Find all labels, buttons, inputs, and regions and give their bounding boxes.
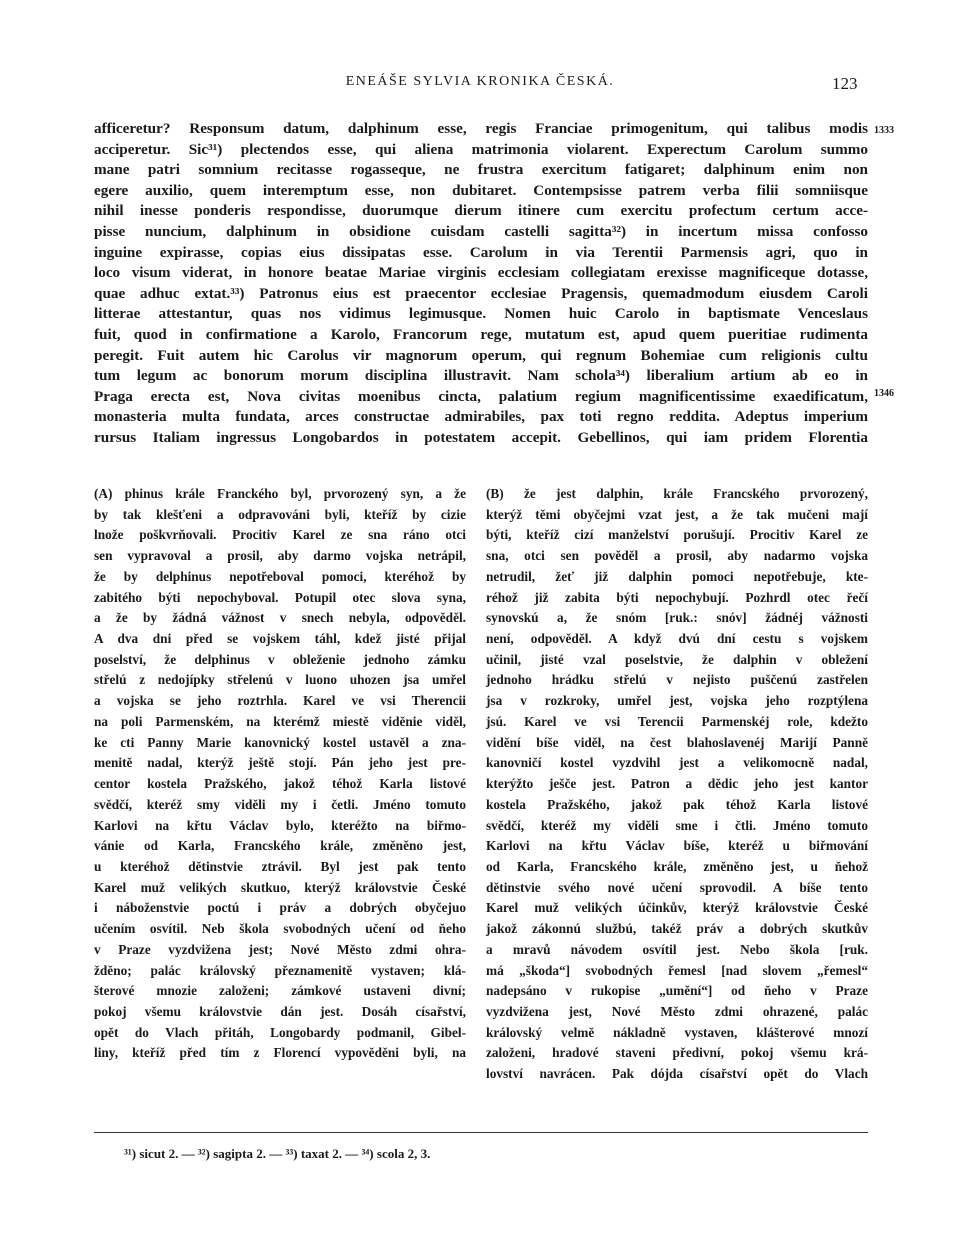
latin-text-block [94, 119, 868, 449]
column-a-line: i náboženstvie poctú i práv a dobrých obyčejuo [94, 900, 466, 916]
column-a-line: svědčí, kteréž smy viděli my i četli. Jméno tomuto [94, 796, 466, 812]
latin-line: monasteria multa fundata, arces constructae admirabiles, pax toti regno reddita. Adeptus imperium [94, 408, 868, 426]
column-b-line: Karel muž velikých účinkův, kterýž královstvie České [486, 900, 868, 916]
latin-line: mane patri somnium recitasse rogasseque, ne frustra exercitum fatigaret; dalphinum enim non [94, 161, 868, 179]
column-b-line: není, odpověděl. A když dvú dní cestu s vojskem [486, 631, 868, 647]
column-a-line: šterové mnozie založeni; zámkové ustaveni divní; [94, 983, 466, 999]
footnotes: ³¹) sicut 2. — ³²) sagipta 2. — ³³) taxat 2. — ³⁴) scola 2, 3. [124, 1146, 431, 1161]
column-a-line: střelú z nedojípky střelenú v luono uhozen jsa umřel [94, 672, 466, 688]
column-b-line: synovskú a, že snóm [ruk.: snóv] žádnéj vážnosti [486, 610, 868, 626]
column-b-line: jakož zákonnú službú, takéž práv a dobrých skutkův [486, 921, 868, 937]
column-a-line: učením osvítil. Neb škola svobodných učení od ňeho [94, 921, 466, 937]
column-b-line: královský velmě nákladně vystaven, klášterové mnozí [486, 1024, 868, 1040]
column-b-line: vyzdvižena jest, Nové Město zdmi ohrazené, palác [486, 1003, 868, 1019]
column-a-line: a že by žádná vážnost v snech nebyla, odpověděl. [94, 610, 466, 626]
latin-line: loco visum viderat, in honore beatae Mariae virginis ecclesiam collegiatam erexisse magnificeque dotasse, [94, 264, 868, 282]
column-a-line: sen vypravoval a prosil, aby darmo vojska netrápil, [94, 548, 466, 564]
column-a-line: na poli Parmenském, na kterémž miestě viděnie viděl, [94, 713, 466, 729]
column-b-line: kterýžto ješče jest. Patron a dědic jeho jest kantor [486, 776, 868, 792]
column-b-line: založeni, hradové staveni předivní, pokoj všemu krá- [486, 1045, 868, 1061]
column-a-line: by tak klešťeni a odpravováni byli, kteříž by cizie [94, 506, 466, 522]
czech-column-a [94, 484, 466, 1064]
latin-line: litterae attestantur, quas nos vidimus legimusque. Nomen huic Carolo in baptismate Venceslaus [94, 305, 868, 323]
column-b-line: dětinstvie svého nové učení sprovodil. A bíše tento [486, 879, 868, 895]
column-a-line: (A) phinus krále Franckého byl, prvorozený syn, a že [94, 486, 466, 501]
column-b-line: a mravů návodem osvítil jest. Nebo škola [ruk. [486, 941, 868, 957]
column-b-line: netrudil, žeť již dalphin pomoci nepotřebuje, kte- [486, 568, 868, 584]
column-b-line: kterýž těmi obyčejmi vzat jest, a že tak mučeni mají [486, 506, 868, 522]
latin-line: Praga erecta est, Nova civitas moenibus cincta, palatium regium magnificentissime exaedificatum, [94, 387, 868, 405]
latin-line: peregit. Fuit autem hic Carolus vir magnorum operum, qui regnum Bohemiae cum religionis cultu [94, 346, 868, 364]
column-b-line: réhož již zabita býti nepochybují. Pozhrdl otec řečí [486, 589, 868, 605]
column-b-line: od Karla, Francského krále, změněno jest, u ňehož [486, 858, 868, 874]
column-a-line: v Praze vyzdvižena jest; Nové Město zdmi ohra- [94, 941, 466, 957]
column-a-line: centor kostela Pražského, jakož téhož Karla listové [94, 776, 466, 792]
column-a-line: že by delphinus nepotřeboval pomoci, kteréhož by [94, 568, 466, 584]
column-a-line: vánie od Karla, Francského krále, změněno jest, [94, 838, 466, 854]
column-b-line: kostela Pražského, jakož pak téhož Karla listové [486, 796, 868, 812]
column-a-line: u kteréhož dětinstvie ztrávil. Byl jest pak tento [94, 858, 466, 874]
column-a-line: Karel muž velikých skutkuo, kterýž královstvie České [94, 879, 466, 895]
latin-line: egere auxilio, quem interemptum esse, non dubitaret. Contempsisse patrem verba filii somniisque [94, 181, 868, 199]
latin-line: acciperetur. Sic³¹) plectendos esse, qui aliena matrimonia violarent. Experectum Carolum summo [94, 140, 868, 158]
column-a-line: opět do Vlach přitáh, Longobardy podmanil, Gibel- [94, 1024, 466, 1040]
column-b-line: (B) že jest dalphin, krále Francského prvorozený, [486, 486, 868, 501]
latin-line: quae adhuc extat.³³) Patronus eius est praecentor ecclesiae Pragensis, quemadmodum eiusdem Caroli [94, 284, 868, 302]
column-a-line: a vojska se jeho roztrhla. Karel ve vsi Therencii [94, 693, 466, 709]
margin-year-1346: 1346 [874, 388, 894, 399]
column-b-line: lovství navrácen. Pak dójda císařství opět do Vlach [486, 1066, 868, 1082]
column-a-line: zabitého býti nepochyboval. Potupil otec slova syna, [94, 589, 466, 605]
column-a-line: pokoj všemu královstvie dán jest. Dosáh císařství, [94, 1003, 466, 1019]
column-a-line: liny, kteříž před tím z Florencí vypověděni byli, na [94, 1045, 466, 1061]
column-a-line: A dva dni před se vojskem táhl, kdež jisté přijal [94, 631, 466, 647]
column-b-line: sna, otci sen pověděl a prosil, aby nadarmo vojska [486, 548, 868, 564]
column-b-line: jsa v rozkroky, umřel jest, vojska jeho rozptýlena [486, 693, 868, 709]
page-number: 123 [832, 74, 858, 93]
latin-line: inguine expirasse, copias eius dissipatas esse. Carolum in via Terentii Parmensis agri, quo in [94, 243, 868, 261]
latin-line: rursus Italiam ingressus Longobardos in potestatem accepit. Gebellinos, qui iam pridem Florentia [94, 428, 868, 446]
column-b-line: jsú. Karel ve vsi Terencii Parmenskéj role, kdežto [486, 713, 868, 729]
column-b-line: býti, kteříž cizí manželství porušují. Procitiv Karel ze [486, 527, 868, 543]
column-b-line: Karlovi na křtu Václav bíše, kteréž u biřmování [486, 838, 868, 854]
czech-column-b [486, 484, 868, 1085]
latin-line: tum legum ac bonorum morum disciplina illustravit. Nam schola³⁴) liberalium artium ab eo in [94, 367, 868, 385]
column-a-line: poselství, že delphinus v obleženie jednoho zámku [94, 651, 466, 667]
column-b-line: učinil, jisté vzal poselstvie, že dalphin v obležení [486, 651, 868, 667]
latin-line: nihil inesse ponderis respondisse, duorumque dierum itinere cum exercitu profectum certum acce- [94, 202, 868, 220]
column-b-line: kanovničí kostel vyzdvihl jest a velikomocně nadal, [486, 755, 868, 771]
column-b-line: jednoho hrádku střelú v nejisto puščenú zastřelen [486, 672, 868, 688]
column-b-line: má „škoda“] svobodných řemesl [nad slovem „řemesl“ [486, 962, 868, 978]
column-a-line: lnože poškvrňovali. Procitiv Karel ze sna ráno otci [94, 527, 466, 543]
latin-line: fuit, quod in confirmatione a Karolo, Francorum rege, mutatum est, apud quem pueritiae rudimenta [94, 325, 868, 343]
column-b-line: nadepsáno v rukopise „umění“] od ňeho v Praze [486, 983, 868, 999]
column-a-line: ke cti Panny Marie kanovnický kostel ustavěl a zna- [94, 734, 466, 750]
footnote-rule [94, 1132, 868, 1133]
margin-year-1333: 1333 [874, 125, 894, 136]
column-a-line: žděno; palác královský přeznamenitě vystaven; klá- [94, 962, 466, 978]
column-b-line: svědčí, kteréž my viděli sme i čtli. Jméno tomuto [486, 817, 868, 833]
latin-line: afficeretur? Responsum datum, dalphinum esse, regis Franciae primogenitum, qui talibus modis [94, 120, 868, 137]
column-a-line: menitě nadal, kterýž ještě stojí. Pán jeho jest pre- [94, 755, 466, 771]
latin-line: pisse nuncium, dalphinum in obsidione cuisdam castelli sagitta³²) in incertum missa confosso [94, 222, 868, 240]
column-a-line: Karlovi na křtu Václav bylo, kteréžto na biřmo- [94, 817, 466, 833]
page-header [0, 74, 960, 96]
running-title: ENEÁŠE SYLVIA KRONIKA ČESKÁ. [345, 74, 615, 89]
column-b-line: vidění bíše viděl, na čest blahoslavenéj Marijí Panně [486, 734, 868, 750]
